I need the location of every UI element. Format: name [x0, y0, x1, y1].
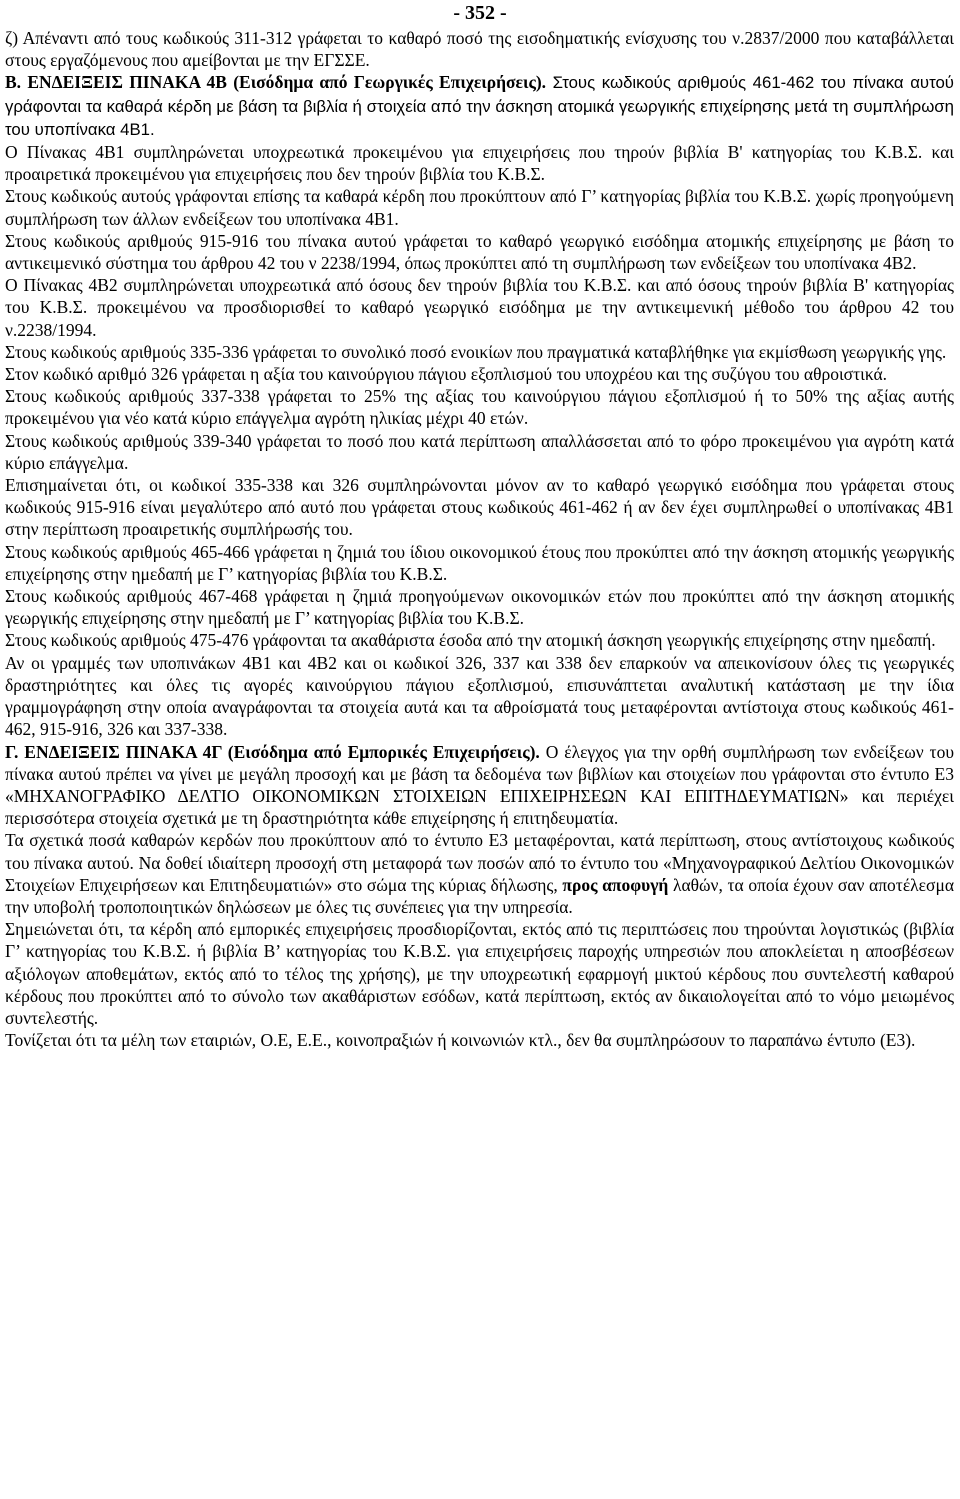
paragraph-section-b-heading: Β. ΕΝΔΕΙΞΕΙΣ ΠΙΝΑΚΑ 4Β (Εισόδημα από Γεωργικές Επιχειρήσεις). Στους κωδικούς αριθμούς 461-462 του πίνακα αυτού γράφονται τα καθαρά κέρδη με βάση τα βιβλία ή στοιχεία από την άσκηση ατομικά γεωργικής επιχείρησης μετά τη συμπλήρωση του υποπίνακα 4Β1.: [5, 72, 954, 139]
paragraph-codes-915-916: Στους κωδικούς αριθμούς 915-916 του πίνακα αυτού γράφεται το καθαρό γεωργικό εισόδημα ατομικής επιχείρησης με βάση το αντικειμενικό σύστημα του άρθρου 42 του ν 2238/1994, όπως προκύπτει από τη συμπλήρωση των ενδείξεων του υποπίνακα 4Β2.: [5, 230, 954, 274]
paragraph-z-income-support: ζ) Απέναντι από τους κωδικούς 311-312 γράφεται το καθαρό ποσό της εισοδηματικής ενίσχυσης του ν.2837/2000 που καταβάλλεται στους εργαζόμενους που αμείβονται με την ΕΓΣΣΕ.: [5, 28, 954, 71]
paragraph-codes-467-468: Στους κωδικούς αριθμούς 467-468 γράφεται η ζημιά προηγούμενων οικονομικών ετών που προκύπτει από την άσκηση ατομικής γεωργικής επιχείρησης στην ημεδαπή με Γ’ κατηγορίας βιβλία του Κ.Β.Σ.: [5, 586, 954, 629]
paragraph-code-326: Στον κωδικό αριθμό 326 γράφεται η αξία του καινούργιου πάγιου εξοπλισμού του υποχρέου και της συζύγου του αθροιστικά.: [5, 364, 888, 385]
paragraph-partners-note: Τονίζεται ότι τα μέλη των εταιριών, Ο.Ε, Ε.Ε., κοινοπραξιών ή κοινωνιών κτλ., δεν θα συμπληρώσουν το παραπάνω έντυπο (Ε3).: [5, 1030, 916, 1051]
paragraph-codes-465-466: Στους κωδικούς αριθμούς 465-466 γράφεται η ζημιά του ίδιου οικονομικού έτους που προκύπτει από την άσκηση ατομικής γεωργικής επιχείρησης στην ημεδαπή με Γ’ κατηγορίας βιβλία του Κ.Β.Σ.: [5, 541, 954, 584]
section-b-title: Β. ΕΝΔΕΙΞΕΙΣ ΠΙΝΑΚΑ 4Β (Εισόδημα από Γεωργικές Επιχειρήσεις).: [5, 72, 547, 93]
paragraph-note-335-338: Επισημαίνεται ότι, οι κωδικοί 335-338 και 326 συμπληρώνονται μόνον αν το καθαρό γεωργικό εισόδημα που γράφεται στους κωδικούς 915-916 είναι μεγαλύτερο από αυτό που γράφεται στους κωδικούς 461-462 ή αν δεν έχει συμπληρωθεί ο υποπίνακας 4Β1 στην περίπτωση προαιρετικής συμπλήρωσής του.: [5, 475, 954, 540]
emphasis-bold: προς αποφυγή: [562, 874, 669, 895]
page-body: [5, 27, 954, 1051]
paragraph-table-4b1: Ο Πίνακας 4Β1 συμπληρώνεται υποχρεωτικά προκειμένου για επιχειρήσεις που τηρούν βιβλία Β' κατηγορίας του Κ.Β.Σ. και προαιρετικά προκειμένου για επιχειρήσεις που δεν τηρούν βιβλία του Κ.Β.Σ.: [5, 142, 954, 185]
paragraph-attached-statement: Αν οι γραμμές των υποπινάκων 4Β1 και 4Β2 και οι κωδικοί 326, 337 και 338 δεν επαρκούν να απεικονίσουν όλες τις γεωργικές δραστηριότητες και όλες τις αγορές καινούργιου πάγιου εξοπλισμού, επισυνάπτεται αναλυτική κατάσταση με την ίδια γραμμογράφηση στην οποία αναγράφονται τα στοιχεία αυτά και τα αθροίσματά τους μεταφέρονται αντίστοιχα στους κωδικούς 461-462, 915-916, 326 και 337-338.: [5, 652, 954, 740]
paragraph-e3-transfer: Τα σχετικά ποσά καθαρών κερδών που προκύπτουν από το έντυπο Ε3 μεταφέρονται, κατά περίπτωση, στους αντίστοιχους κωδικούς του πίνακα αυτού. Να δοθεί ιδιαίτερη προσοχή στη μεταφορά των ποσών από το έντυπο του «Μηχανογραφικού Δελτίου Οικονομικών Στοιχείων Επιχειρήσεων και Επιτηδευματιών» στο σώμα της κύριας δήλωσης, προς αποφυγή λαθών, τα οποία έχουν σαν αποτέλεσμα την υποβολή τροποποιητικών δηλώσεων με όλες τις συνέπειες για την υπηρεσία.: [5, 830, 955, 917]
paragraph-codes-335-336: Στους κωδικούς αριθμούς 335-336 γράφεται το συνολικό ποσό ενοικίων που πραγματικά καταβλήθηκε για εκμίσθωση γεωργικής γης.: [5, 341, 947, 362]
section-c-title: Γ. ΕΝΔΕΙΞΕΙΣ ΠΙΝΑΚΑ 4Γ (Εισόδημα από Εμπορικές Επιχειρήσεις).: [5, 741, 540, 762]
paragraph-section-c-heading: Γ. ΕΝΔΕΙΞΕΙΣ ΠΙΝΑΚΑ 4Γ (Εισόδημα από Εμπορικές Επιχειρήσεις). Ο έλεγχος για την ορθή συμπλήρωση των ενδείξεων του πίνακα αυτού πρέπει να γίνει με μεγάλη προσοχή και με βάση τα δεδομένα των βιβλίων και στοιχείων που γράφονται στο έντυπο Ε3 «ΜΗΧΑΝΟΓΡΑΦΙΚΟ ΔΕΛΤΙΟ ΟΙΚΟΝΟΜΙΚΩΝ ΣΤΟΙΧΕΙΩΝ ΕΠΙΧΕΙΡΗΣΕΩΝ ΚΑΙ ΕΠΙΤΗΔΕΥΜΑΤΙΩΝ» και περιέχει περισσότερα στοιχεία σχετικά με τη δραστηριότητα κάθε επιχείρησης ή επιτηδευματία.: [5, 741, 954, 829]
paragraph-profit-determination: Σημειώνεται ότι, τα κέρδη από εμπορικές επιχειρήσεις προσδιορίζονται, εκτός από τις περιπτώσεις που τηρούνται λογιστικώς (βιβλία Γ’ κατηγορίας του Κ.Β.Σ. ή βιβλία Β’ κατηγορίας του Κ.Β.Σ. για επιχειρήσεις παροχής υπηρεσιών που αποκλείεται η αποσβέσεων αξιόλογων αποθεμάτων, εκτός από το τέλος της χρήσης), με την υποχρεωτική εφαρμογή μικτού κέρδους που συντελεστή καθαρού κέρδους που προκύπτει από το σύνολο των ακαθάριστων εσόδων, κατά περίπτωση, εκτός αν δικαιολογείται από το νόμο μειωμένος συντελεστής.: [5, 919, 954, 1028]
paragraph-codes-339-340: Στους κωδικούς αριθμούς 339-340 γράφεται το ποσό που κατά περίπτωση απαλλάσσεται από το φόρο προκειμένου για αγρότη κατά κύριο επάγγελμα.: [5, 430, 954, 473]
paragraph-codes-337-338: Στους κωδικούς αριθμούς 337-338 γράφεται το 25% της αξίας του καινούργιου πάγιου εξοπλισμού ή το 50% της αξίας αυτής προκειμένου για νέο κατά κύριο επάγγελμα αγρότη ηλικίας μέχρι 40 ετών.: [5, 386, 954, 429]
paragraph-table-4b2: Ο Πίνακας 4Β2 συμπληρώνεται υποχρεωτικά από όσους δεν τηρούν βιβλία του Κ.Β.Σ. και από όσους τηρούν βιβλία Β' κατηγορίας του Κ.Β.Σ. προκειμένου να προσδιορισθεί το καθαρό γεωργικό εισόδημα με την αντικειμενική μέθοδο του άρθρου 42 του ν.2238/1994.: [5, 275, 954, 340]
paragraph-codes-475-476: Στους κωδικούς αριθμούς 475-476 γράφονται τα ακαθάριστα έσοδα από την ατομική άσκηση γεωργικής επιχείρησης στην ημεδαπή.: [5, 630, 936, 651]
paragraph-c-category-books: Στους κωδικούς αυτούς γράφονται επίσης τα καθαρά κέρδη που προκύπτουν από Γ’ κατηγορίας βιβλία του Κ.Β.Σ. χωρίς προηγούμενη συμπλήρωση των άλλων ενδείξεων του υποπίνακα 4Β1.: [5, 186, 954, 229]
page-number: - 352 -: [453, 2, 507, 24]
